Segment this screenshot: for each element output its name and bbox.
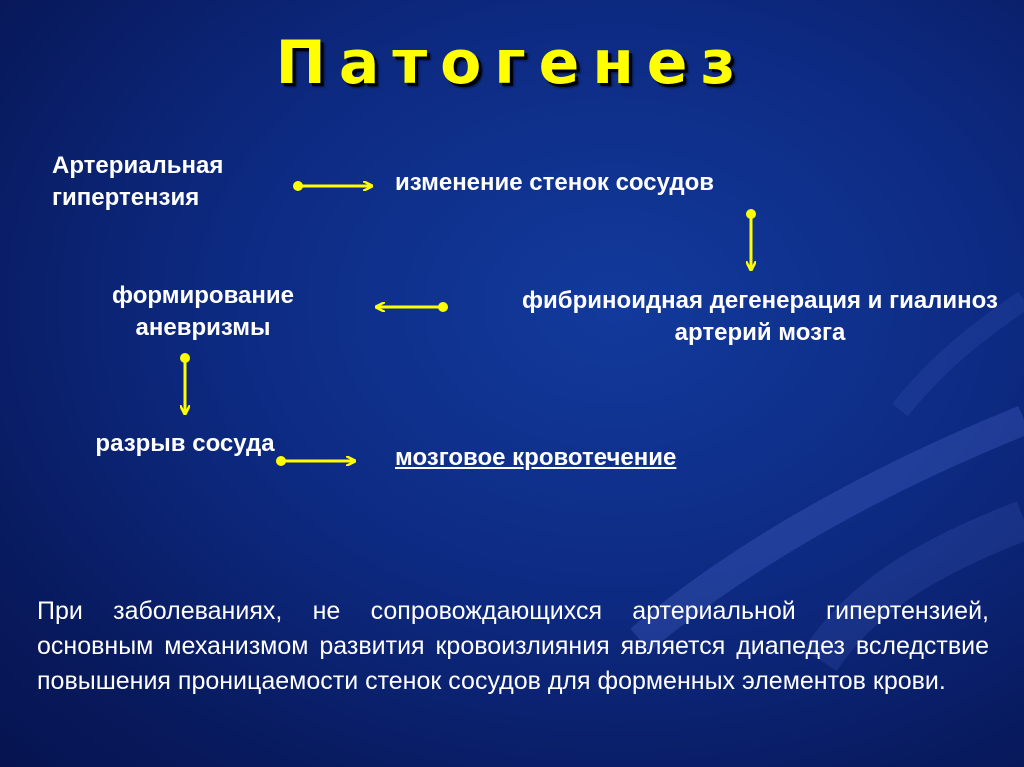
node-fibrinoid: фибриноидная дегенерация и гиалиноз артерий мозга bbox=[522, 287, 998, 346]
arrow-aneurysm-to-rupture bbox=[180, 353, 190, 414]
node-rupture: разрыв сосуда bbox=[95, 430, 275, 457]
arrow-hypertension-to-wall-changes bbox=[293, 181, 372, 191]
page-title: Патогенез bbox=[275, 28, 749, 98]
note-paragraph: При заболеваниях, не сопровождающихся артериальной гипертензией, основным механизмом развития кровоизлияния является диапедез вследствие повышения проницаемости стенок сосудов для форменных элементов крови. bbox=[37, 597, 989, 695]
arrow-wall-changes-to-fibrinoid bbox=[746, 209, 756, 270]
node-hypertension: Артериальная гипертензия bbox=[52, 152, 224, 211]
node-aneurysm: формирование аневризмы bbox=[112, 282, 294, 341]
arrow-rupture-to-hemorrhage bbox=[276, 456, 355, 466]
node-wall-changes: изменение стенок сосудов bbox=[395, 169, 715, 196]
arrow-fibrinoid-to-aneurysm bbox=[376, 302, 448, 312]
node-hemorrhage: мозговое кровотечение bbox=[395, 444, 677, 471]
